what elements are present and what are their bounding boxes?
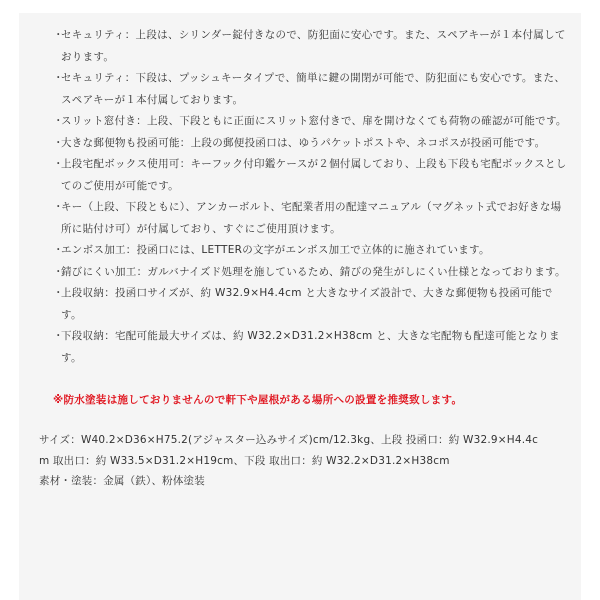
feature-text: 下段収納：宅配可能最大サイズは、約 W32.2×D31.2×H38cm と、大きな宅配物も配達可能となります。	[61, 330, 560, 364]
feature-item	[53, 197, 569, 240]
feature-item	[53, 240, 569, 262]
feature-text: 上段収納：投函口サイズが、約 W32.9×H4.4cm と大きなサイズ設計で、大きな郵便物も投函可能です。	[61, 287, 553, 321]
feature-item	[53, 262, 569, 284]
bullet: ・	[53, 29, 64, 41]
feature-item	[53, 326, 569, 369]
waterproof-warning: ※防水塗装は施しておりませんので軒下や屋根がある場所への設置を推奨致します。	[53, 394, 463, 406]
product-description-panel	[19, 13, 581, 600]
feature-text: 錆びにくい加工：ガルバナイズド処理を施しているため、錆びの発生がしにくい仕様となっております。	[61, 265, 566, 278]
material-spec: 素材・塗装：金属（鉄）、粉体塗装	[39, 475, 205, 487]
feature-item	[53, 68, 569, 111]
feature-item	[53, 133, 569, 155]
feature-item	[53, 154, 569, 197]
feature-list	[53, 25, 569, 369]
feature-text: スリット窓付き：上段、下段ともに正面にスリット窓付きで、扉を開けなくても荷物の確認が可能です。	[61, 115, 567, 127]
feature-text: エンボス加工：投函口には、LETTERの文字がエンボス加工で立体的に施されています。	[61, 244, 490, 256]
feature-text: セキュリティ：下段は、プッシュキータイプで、簡単に鍵の開閉が可能で、防犯面にも安心です。また、スペアキーが１本付属しております。	[61, 72, 566, 106]
bullet: ・	[53, 330, 64, 342]
feature-item	[53, 111, 569, 133]
feature-text: セキュリティ：上段は、シリンダー錠付きなので、防犯面に安心です。また、スペアキーが１本付属しております。	[61, 29, 566, 63]
bullet: ・	[53, 115, 64, 127]
feature-text: キー（上段、下段ともに）、アンカーボルト、宅配業者用の配達マニュアル（マグネット式でお好きな場所に貼付け可）が付属しており、すぐにご使用頂けます。	[61, 201, 562, 235]
bullet: ・	[53, 244, 64, 256]
bullet: ・	[53, 158, 64, 170]
bullet: ・	[53, 72, 64, 84]
bullet: ・	[53, 201, 64, 213]
feature-text: 大きな郵便物も投函可能：上段の郵便投函口は、ゆうパケットポストや、ネコポスが投函可能です。	[61, 136, 546, 149]
size-specs: サイズ：W40.2×D36×H75.2(アジャスター込みサイズ)cm/12.3kg、上段 投函口：約 W32.9×H4.4cm 取出口：約 W33.5×D31.2×H19cm、下段 取出口：約 W32.2×D31.2×H38cm	[39, 434, 539, 467]
bullet: ・	[53, 265, 64, 278]
feature-text: 上段宅配ボックス使用可：キーフック付印鑑ケースが２個付属しており、上段も下段も宅配ボックスとしてのご使用が可能です。	[61, 158, 567, 192]
feature-item	[53, 283, 569, 326]
feature-item	[53, 25, 569, 68]
bullet: ・	[53, 136, 64, 149]
bullet: ・	[53, 287, 64, 299]
